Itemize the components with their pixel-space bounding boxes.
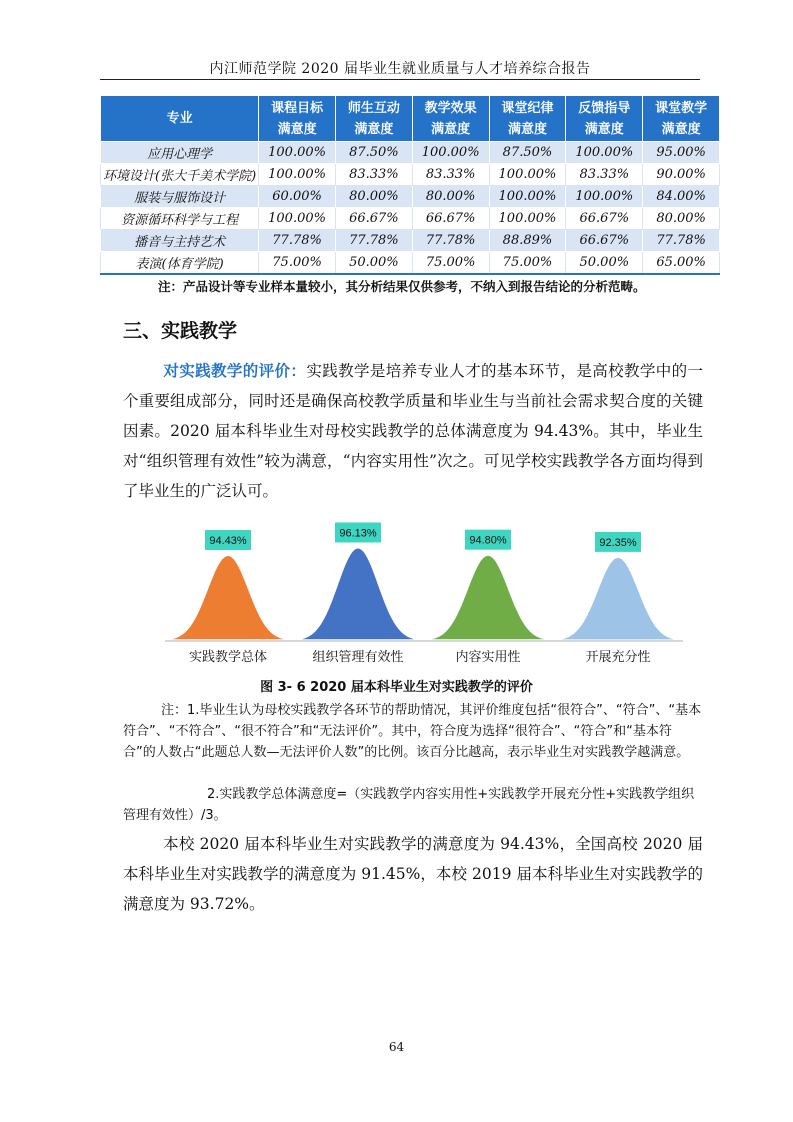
paragraph-lead: 对实践教学的评价：: [163, 362, 307, 380]
table-body: [101, 142, 720, 275]
table-cell: 100.00%: [489, 208, 566, 230]
table-cell: 50.00%: [566, 252, 643, 275]
table-cell: 77.78%: [643, 230, 720, 252]
table-cell: 88.89%: [489, 230, 566, 252]
chart-peak-2: [302, 549, 414, 640]
table-header-cell: [643, 96, 720, 142]
satisfaction-table: [100, 95, 720, 275]
table-cell: 83.33%: [335, 164, 412, 186]
table-row: [101, 142, 720, 164]
table-header-cell: [412, 96, 489, 142]
header-text: 反馈指导 满意度: [578, 100, 631, 137]
table-row: [101, 230, 720, 252]
value-label: 92.35%: [599, 536, 637, 549]
chart-peak-1: [172, 556, 284, 639]
value-label: 96.13%: [339, 527, 377, 540]
category-label: 开展充分性: [585, 650, 651, 665]
table-cell: 75.00%: [489, 252, 566, 275]
table-cell: 95.00%: [643, 142, 720, 164]
table-cell: 100.00%: [259, 164, 336, 186]
table-cell: 66.67%: [412, 208, 489, 230]
chart-peak-4: [562, 558, 674, 640]
table-header-row: [101, 96, 720, 142]
table-cell: 84.00%: [643, 186, 720, 208]
header-text: 课堂纪律 满意度: [501, 100, 554, 137]
table-cell: 100.00%: [412, 142, 489, 164]
page-header-title: 内江师范学院 2020 届毕业生就业质量与人才培养综合报告: [209, 61, 591, 77]
page-number: 64: [388, 1040, 405, 1054]
table-cell: 83.33%: [566, 164, 643, 186]
header-text: 课堂教学 满意度: [655, 100, 708, 137]
table-cell: 87.50%: [335, 142, 412, 164]
table-cell: 100.00%: [489, 186, 566, 208]
value-label: 94.43%: [209, 535, 247, 548]
table-row: [101, 208, 720, 230]
table-cell: 66.67%: [566, 230, 643, 252]
table-header-cell: [335, 96, 412, 142]
table-row: [101, 186, 720, 208]
header-text: 教学效果 满意度: [424, 100, 477, 137]
table-row: [101, 164, 720, 186]
table-cell-major: 应用心理学: [101, 142, 259, 164]
paragraph-practice-evaluation: [123, 356, 703, 506]
table-cell: 100.00%: [566, 142, 643, 164]
table-cell: 75.00%: [259, 252, 336, 275]
chart-marks: [172, 522, 674, 665]
table-cell: 77.78%: [412, 230, 489, 252]
paragraph-text: 实践教学是培养专业人才的基本环节，是高校教学中的一个重要组成部分，同时还是确保高校教学质量和毕业生与当前社会需求契合度的关键因素。2020 届本科毕业生对母校实践教学的总体满意度为 94.43%。其中，毕业生对“组织管理有效性”较为满意，“内容实用性”次之。可见学校实践教学各方面均得到了毕业生的广泛认可。: [123, 362, 703, 500]
table-cell: 100.00%: [259, 142, 336, 164]
table-cell: 75.00%: [412, 252, 489, 275]
table-cell-major: 服装与服饰设计: [101, 186, 259, 208]
table-cell: 90.00%: [643, 164, 720, 186]
paragraph-comparison: [123, 829, 703, 919]
table-note: 注：产品设计等专业样本量较小，其分析结果仅供参考，不纳入到报告结论的分析范畴。: [158, 279, 646, 294]
category-label: 内容实用性: [455, 650, 521, 665]
table-cell-major: 表演(体育学院): [101, 252, 259, 275]
table-cell: 60.00%: [259, 186, 336, 208]
table-header-cell: [566, 96, 643, 142]
table-header-cell: [489, 96, 566, 142]
value-label: 94.80%: [469, 534, 507, 547]
section-title: 三、实践教学: [123, 320, 238, 342]
category-label: 组织管理有效性: [312, 650, 404, 665]
table-cell: 100.00%: [259, 208, 336, 230]
table-cell: 80.00%: [335, 186, 412, 208]
table-cell: 66.67%: [566, 208, 643, 230]
table-cell: 77.78%: [335, 230, 412, 252]
category-label: 实践教学总体: [188, 650, 268, 665]
chart-peak-3: [432, 556, 544, 640]
table-cell: 83.33%: [412, 164, 489, 186]
header-rule: [100, 79, 700, 80]
table-cell: 80.00%: [412, 186, 489, 208]
table-cell-major: 环境设计(张大千美术学院): [101, 164, 259, 186]
table-cell: 77.78%: [259, 230, 336, 252]
note-2: 2.实践教学总体满意度=（实践教学内容实用性+实践教学开展充分性+实践教学组织管理有效性）/3。: [123, 787, 695, 823]
table-cell: 87.50%: [489, 142, 566, 164]
table-cell: 80.00%: [643, 208, 720, 230]
note-1: 注：1.毕业生认为母校实践教学各环节的帮助情况，其评价维度包括“很符合”、“符合”、“基本符合”、“不符合”、“很不符合”和“无法评价”。其中，符合度为选择“很符合”、“符合”和“基本符合”的人数占“此题总人数—无法评价人数”的比例。该百分比越高，表示毕业生对实践教学越满意。: [123, 703, 702, 760]
header-text: 师生互动 满意度: [347, 100, 400, 137]
table-cell: 100.00%: [566, 186, 643, 208]
table-cell-major: 资源循环科学与工程: [101, 208, 259, 230]
practice-teaching-chart: [165, 515, 685, 667]
table-cell: 65.00%: [643, 252, 720, 275]
figure-caption: 图 3- 6 2020 届本科毕业生对实践教学的评价: [260, 680, 533, 695]
table-cell-major: 播音与主持艺术: [101, 230, 259, 252]
table-row: [101, 252, 720, 275]
header-text: 课程目标 满意度: [271, 100, 324, 137]
table-cell: 100.00%: [489, 164, 566, 186]
table-cell: 50.00%: [335, 252, 412, 275]
table-header-cell: [259, 96, 336, 142]
paragraph-text: 本校 2020 届本科毕业生对实践教学的满意度为 94.43%，全国高校 2020 届本科毕业生对实践教学的满意度为 91.45%，本校 2019 届本科毕业生对实践教学的满意度为 93.72%。: [123, 835, 703, 913]
table-header-cell: 专业: [101, 96, 259, 142]
table-cell: 66.67%: [335, 208, 412, 230]
